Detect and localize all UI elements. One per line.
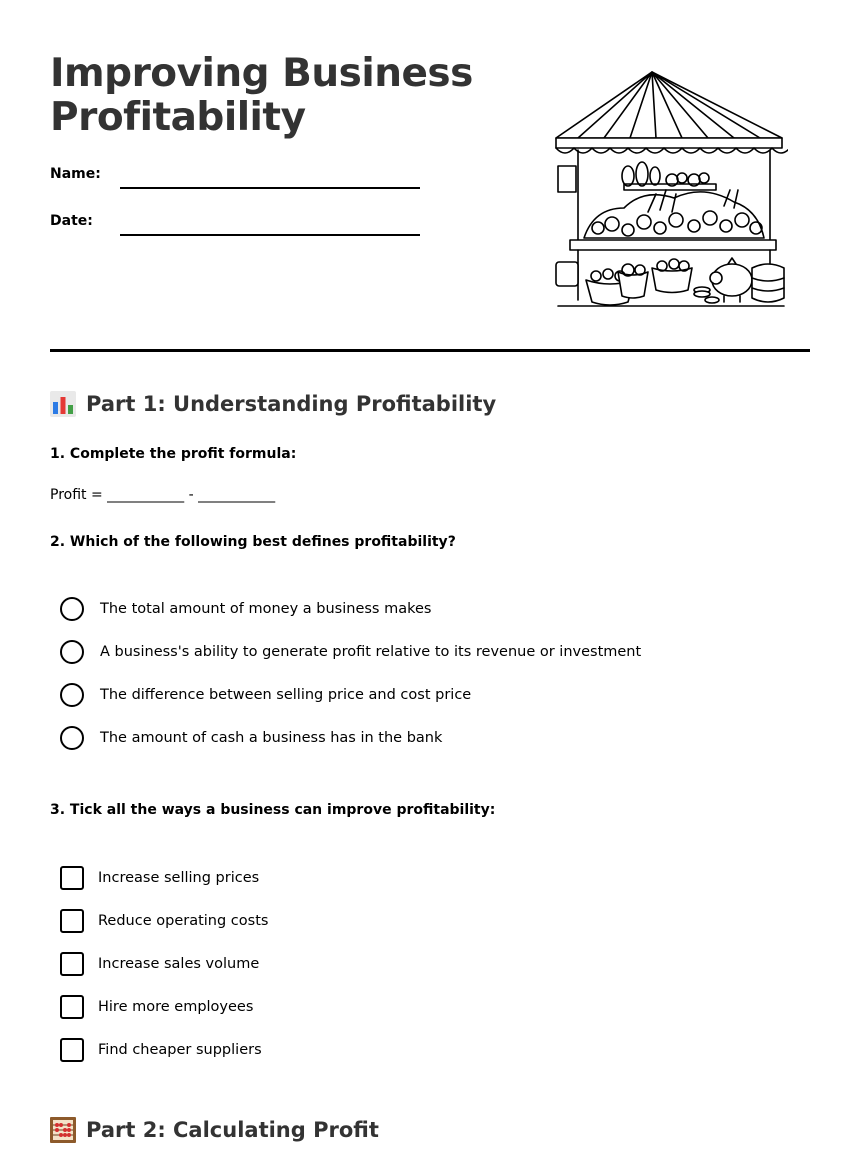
q2-option-2[interactable]: [60, 639, 641, 665]
checkbox[interactable]: [60, 1038, 84, 1062]
checkbox[interactable]: [60, 952, 84, 976]
option-label: Increase sales volume: [98, 956, 260, 972]
option-label: Hire more employees: [98, 999, 254, 1015]
checkbox[interactable]: [60, 995, 84, 1019]
q3-option-2[interactable]: [60, 908, 268, 934]
question-3: 3. Tick all the ways a business can improve profitability:: [50, 802, 496, 818]
option-label: The total amount of money a business makes: [100, 601, 432, 617]
name-input-line[interactable]: [120, 187, 420, 189]
radio-button[interactable]: [60, 726, 84, 750]
option-label: The difference between selling price and cost price: [100, 687, 472, 703]
date-input-line[interactable]: [120, 234, 420, 236]
radio-button[interactable]: [60, 597, 84, 621]
question-2: 2. Which of the following best defines profitability?: [50, 534, 456, 550]
market-stall-icon: [548, 66, 788, 312]
worksheet-title: Improving Business Profitability: [50, 51, 473, 140]
part2-heading: [50, 1116, 379, 1144]
part1-heading: [50, 390, 496, 418]
option-label: A business's ability to generate profit relative to its revenue or investment: [100, 644, 642, 660]
q3-option-1[interactable]: [60, 865, 259, 891]
date-label: Date:: [50, 213, 93, 229]
checkbox[interactable]: [60, 909, 84, 933]
q3-option-3[interactable]: [60, 951, 259, 977]
profit-formula[interactable]: Profit = ___________ - ___________: [50, 487, 276, 503]
part1-heading-text: Part 1: Understanding Profitability: [86, 392, 497, 416]
option-label: The amount of cash a business has in the bank: [100, 730, 443, 746]
option-label: Reduce operating costs: [98, 913, 269, 929]
header-divider: [50, 349, 810, 352]
option-label: Increase selling prices: [98, 870, 260, 886]
checkbox[interactable]: [60, 866, 84, 890]
name-label: Name:: [50, 166, 101, 182]
question-1: 1. Complete the profit formula:: [50, 446, 297, 462]
q2-option-1[interactable]: [60, 596, 431, 622]
q2-option-3[interactable]: [60, 682, 471, 708]
radio-button[interactable]: [60, 683, 84, 707]
radio-button[interactable]: [60, 640, 84, 664]
bar-chart-icon: [50, 391, 76, 417]
q3-option-5[interactable]: [60, 1037, 262, 1063]
option-label: Find cheaper suppliers: [98, 1042, 262, 1058]
q3-option-4[interactable]: [60, 994, 253, 1020]
abacus-icon: [50, 1117, 76, 1143]
part2-heading-text: Part 2: Calculating Profit: [86, 1118, 379, 1142]
q2-option-4[interactable]: [60, 725, 442, 751]
